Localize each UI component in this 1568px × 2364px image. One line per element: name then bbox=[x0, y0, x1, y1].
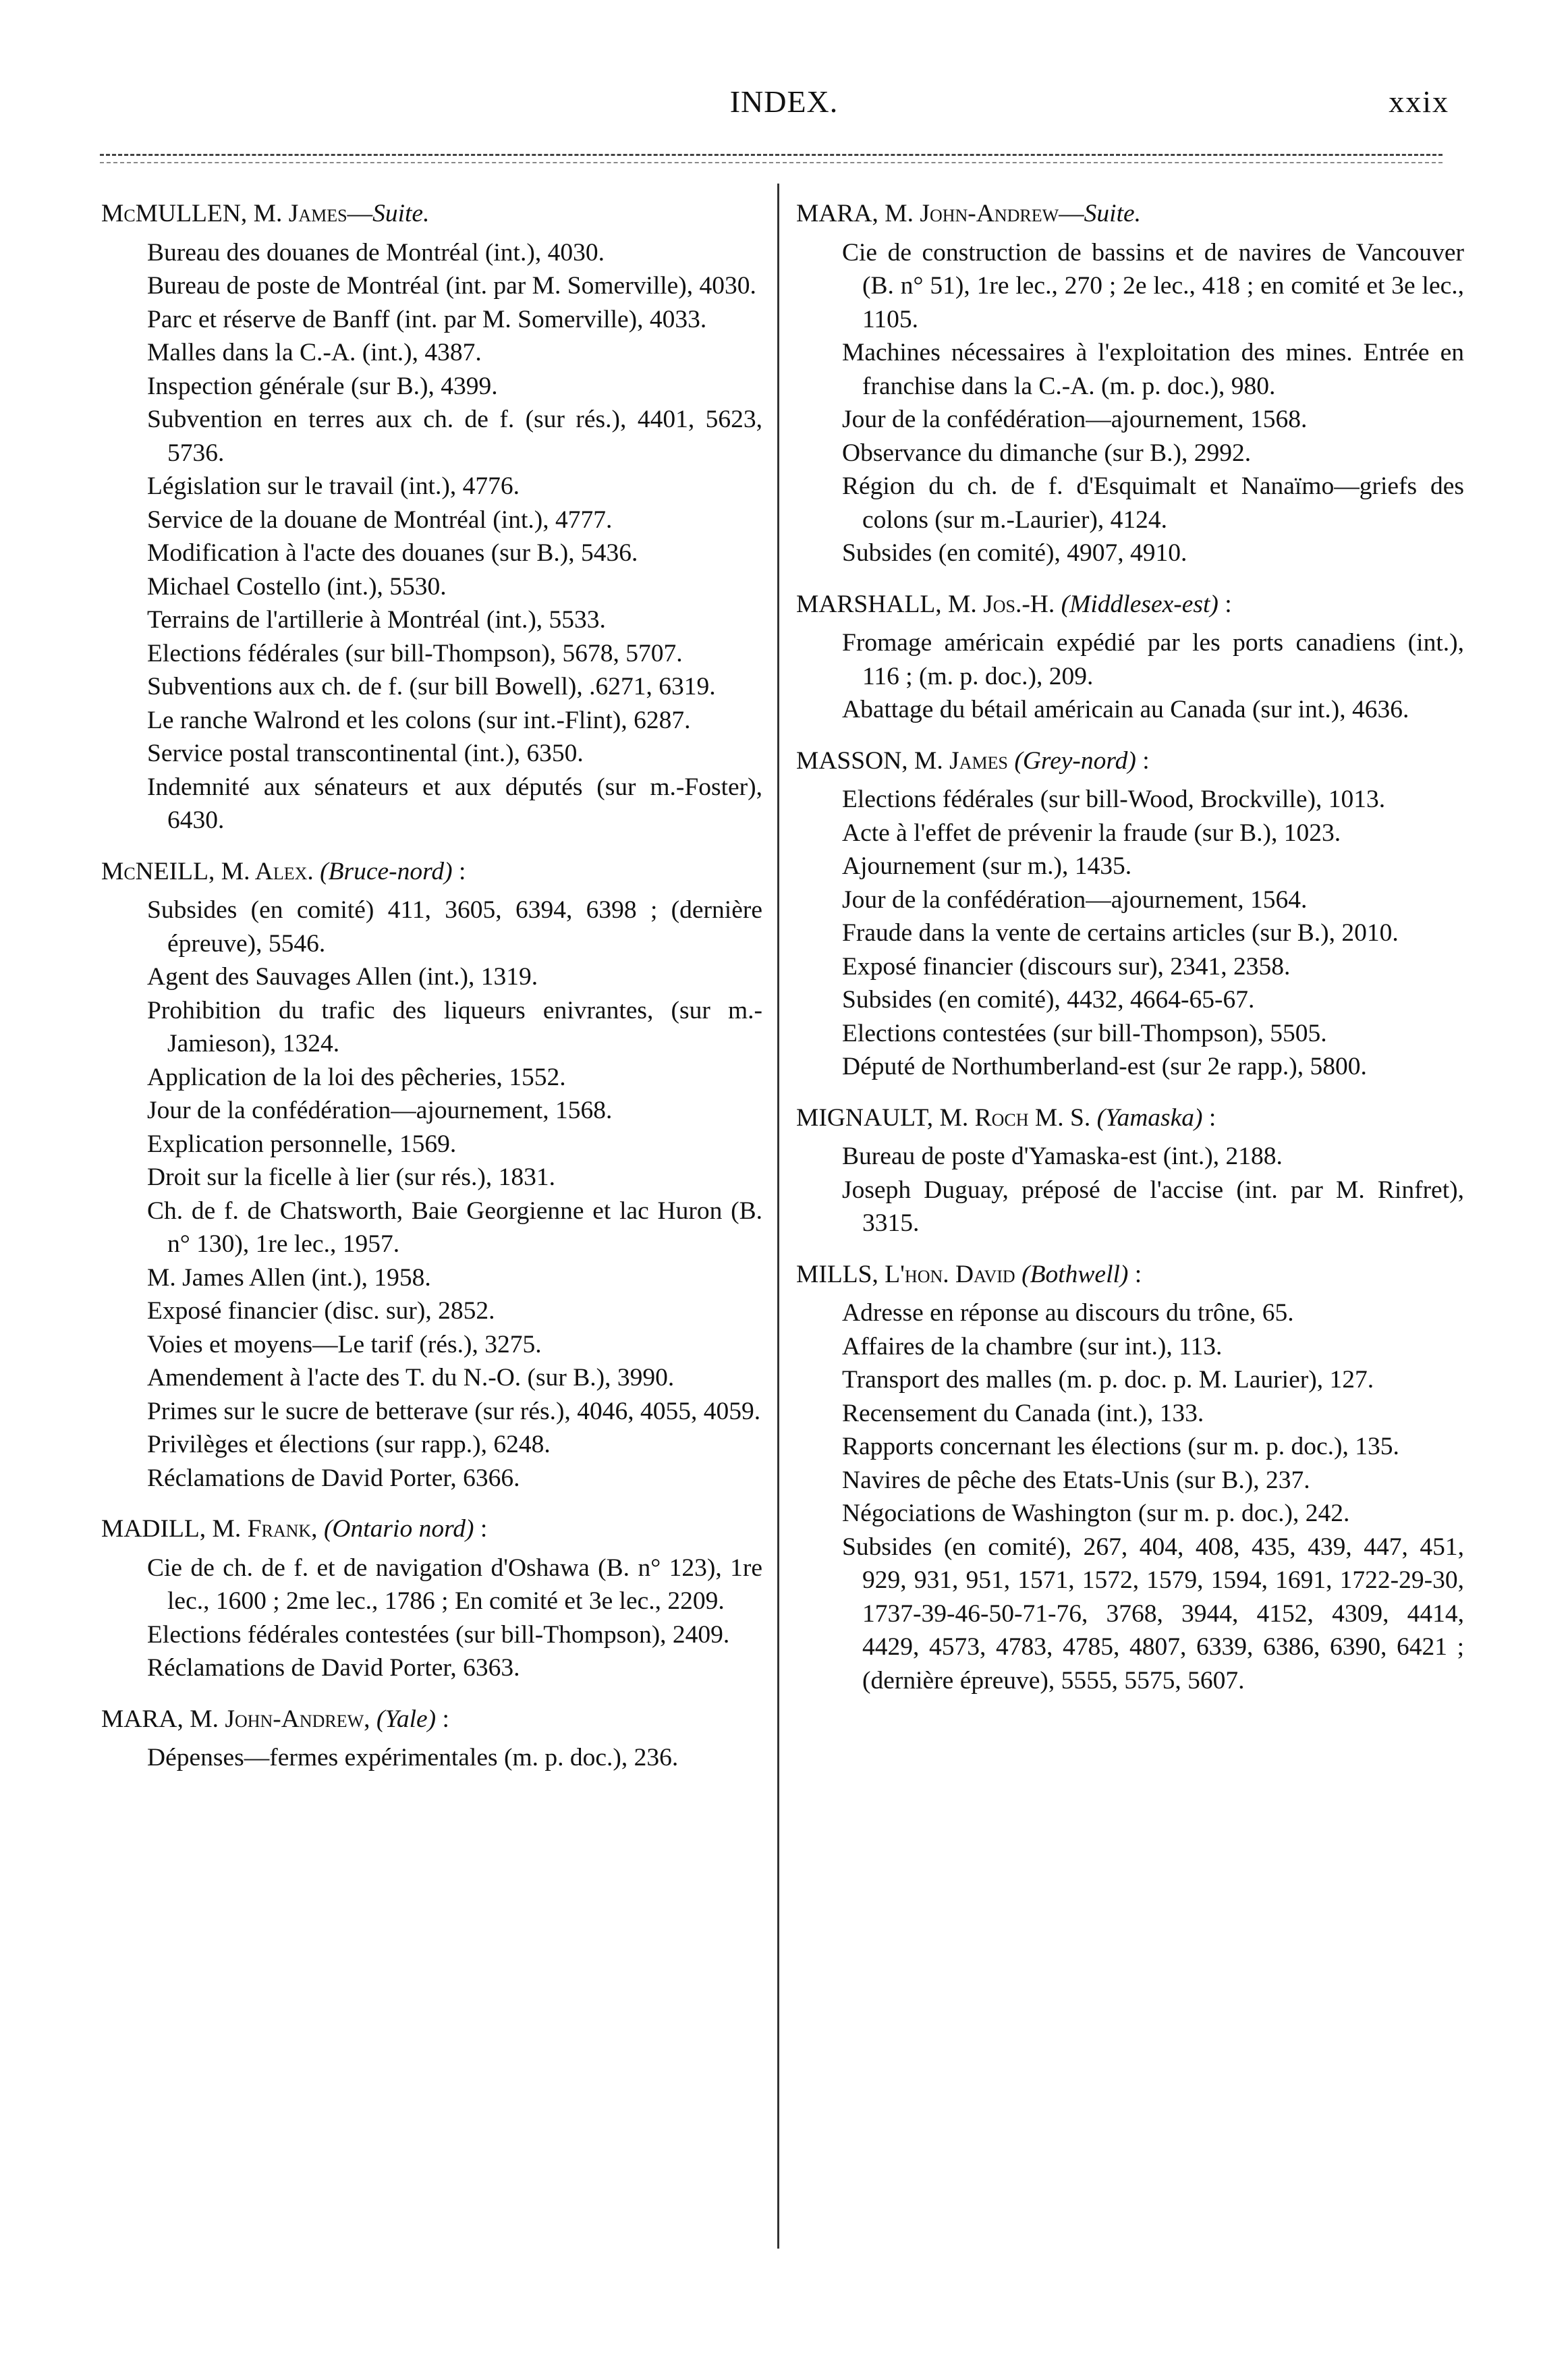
member-riding: Suite. bbox=[1084, 200, 1142, 227]
index-entry bbox=[796, 1101, 1464, 1240]
index-item: Jour de la confédération—ajournement, 1568. bbox=[842, 406, 1308, 433]
index-item: Subvention en terres aux ch. de f. (sur rés.), 4401, 5623, 5736. bbox=[147, 406, 762, 467]
index-item: Elections fédérales contestées (sur bill-Thompson), 2409. bbox=[147, 1620, 730, 1649]
member-riding: Suite. bbox=[372, 200, 430, 227]
index-item: Le ranche Walrond et les colons (sur int.-Flint), 6287. bbox=[147, 706, 691, 734]
member-riding: (Bothwell) bbox=[1021, 1260, 1129, 1288]
entry-heading bbox=[796, 197, 1464, 231]
member-name: MADILL, M. Frank, bbox=[101, 1515, 324, 1543]
index-item: Réclamations de David Porter, 6366. bbox=[147, 1464, 520, 1492]
index-item: Bureau de poste d'Yamaska-est (int.), 2188. bbox=[842, 1143, 1283, 1170]
member-riding: (Bruce-nord) bbox=[320, 857, 453, 885]
member-name: MASSON, M. James bbox=[796, 746, 1015, 775]
index-entry bbox=[796, 1258, 1464, 1698]
index-item: Elections fédérales (sur bill-Wood, Brockville), 1013. bbox=[842, 786, 1386, 813]
index-column-right bbox=[796, 197, 1464, 1715]
index-item: Législation sur le travail (int.), 4776. bbox=[147, 472, 520, 500]
member-name: MIGNAULT, M. Roch M. S. bbox=[796, 1103, 1097, 1132]
index-item: Navires de pêche des Etats-Unis (sur B.), 237. bbox=[842, 1466, 1310, 1494]
entry-heading bbox=[101, 1512, 762, 1546]
member-name: McNEILL, M. Alex. bbox=[101, 857, 320, 885]
member-riding: (Yale) bbox=[376, 1705, 437, 1733]
index-item: Acte à l'effet de prévenir la fraude (sur B.), 1023. bbox=[842, 819, 1341, 847]
member-riding: (Middlesex-est) bbox=[1061, 590, 1219, 618]
index-item: Négociations de Washington (sur m. p. doc.), 242. bbox=[842, 1500, 1350, 1527]
header-rule-secondary bbox=[100, 162, 1443, 163]
entry-heading bbox=[796, 1101, 1464, 1135]
index-item: Ajournement (sur m.), 1435. bbox=[842, 852, 1132, 880]
index-entry bbox=[796, 197, 1464, 570]
index-item: Région du ch. de f. d'Esquimalt et Nanaïmo—griefs des colons (sur m.-Laurier), 4124. bbox=[842, 472, 1464, 534]
member-name: MARA, M. John-Andrew, bbox=[101, 1705, 376, 1733]
index-entry bbox=[101, 197, 762, 837]
index-item: Droit sur la ficelle à lier (sur rés.), 1831. bbox=[147, 1163, 555, 1191]
member-riding: (Ontario nord) bbox=[323, 1515, 474, 1543]
index-item: Cie de construction de bassins et de navires de Vancouver (B. n° 51), 1re lec., 270 ; 2e lec., 418 ; en comité et 3e lec., 1105. bbox=[842, 238, 1464, 333]
index-item: Observance du dimanche (sur B.), 2992. bbox=[842, 439, 1252, 467]
entry-heading bbox=[796, 1258, 1464, 1292]
index-item: Cie de ch. de f. et de navigation d'Oshawa (B. n° 123), 1re lec., 1600 ; 2me lec., 1786 ; En comité et 3e lec., 2209. bbox=[147, 1554, 762, 1615]
index-entry bbox=[101, 1703, 762, 1775]
index-item: Modification à l'acte des douanes (sur B.), 5436. bbox=[147, 539, 638, 567]
index-item: Adresse en réponse au discours du trône, 65. bbox=[842, 1299, 1294, 1327]
index-item: Agent des Sauvages Allen (int.), 1319. bbox=[147, 963, 538, 991]
index-item: Service postal transcontinental (int.), 6350. bbox=[147, 740, 584, 767]
index-item: Parc et réserve de Banff (int. par M. Somerville), 4033. bbox=[147, 305, 707, 333]
index-entry bbox=[101, 855, 762, 1495]
index-item: Inspection générale (sur B.), 4399. bbox=[147, 372, 498, 400]
index-item: Député de Northumberland-est (sur 2e rapp.), 5800. bbox=[842, 1053, 1367, 1080]
heading-suffix: : bbox=[1136, 746, 1150, 775]
index-item: Subsides (en comité), 4432, 4664-65-67. bbox=[842, 986, 1255, 1014]
entry-heading bbox=[101, 855, 762, 889]
index-item: Michael Costello (int.), 5530. bbox=[147, 572, 447, 601]
heading-suffix: : bbox=[1218, 590, 1232, 618]
index-item: Prohibition du trafic des liqueurs enivrantes, (sur m.-Jamieson), 1324. bbox=[147, 996, 762, 1057]
page-number: xxix bbox=[1389, 84, 1449, 119]
index-item: Subsides (en comité), 267, 404, 408, 435, 439, 447, 451, 929, 931, 951, 1571, 1572, 1579, 1594, 1691, 1722-29-30, 1737-39-46-50-71-76, 3768, 3944, 4152, 4309, 4414, 4429, 4573, 4783, 4785, 4807, 6339, 6386, 6390, 6421 ; (dernière épreuve), 5555, 5575, 5607. bbox=[842, 1533, 1464, 1695]
heading-suffix: : bbox=[474, 1515, 488, 1543]
entry-heading bbox=[796, 588, 1464, 622]
index-entry bbox=[796, 588, 1464, 727]
index-item: Rapports concernant les élections (sur m. p. doc.), 135. bbox=[842, 1433, 1399, 1460]
index-item: Malles dans la C.-A. (int.), 4387. bbox=[147, 339, 482, 366]
index-item: Primes sur le sucre de betterave (sur rés.), 4046, 4055, 4059. bbox=[147, 1397, 761, 1425]
index-item: Elections contestées (sur bill-Thompson), 5505. bbox=[842, 1019, 1327, 1047]
index-item: M. James Allen (int.), 1958. bbox=[147, 1263, 431, 1292]
index-item: Privilèges et élections (sur rapp.), 6248. bbox=[147, 1431, 551, 1458]
index-item: Subventions aux ch. de f. (sur bill Bowell), .6271, 6319. bbox=[147, 673, 716, 700]
heading-suffix: : bbox=[1202, 1103, 1216, 1132]
index-item: Joseph Duguay, préposé de l'accise (int. par M. Rinfret), 3315. bbox=[842, 1176, 1464, 1237]
index-entry bbox=[101, 1512, 762, 1685]
index-item: Elections fédérales (sur bill-Thompson), 5678, 5707. bbox=[147, 639, 683, 667]
entry-heading bbox=[796, 744, 1464, 778]
heading-suffix: : bbox=[436, 1705, 449, 1733]
index-item: Fromage américain expédié par les ports canadiens (int.), 116 ; (m. p. doc.), 209. bbox=[842, 629, 1464, 690]
index-item: Application de la loi des pêcheries, 1552. bbox=[147, 1063, 566, 1091]
member-riding: (Yamaska) bbox=[1096, 1103, 1203, 1132]
heading-suffix: : bbox=[1128, 1260, 1142, 1288]
index-item: Jour de la confédération—ajournement, 1564. bbox=[842, 885, 1308, 914]
index-item: Indemnité aux sénateurs et aux députés (sur m.-Foster), 6430. bbox=[147, 773, 762, 834]
index-item: Machines nécessaires à l'exploitation des mines. Entrée en franchise dans la C.-A. (m. p. doc.), 980. bbox=[842, 339, 1464, 400]
index-column-left bbox=[101, 197, 762, 1792]
index-entry bbox=[796, 744, 1464, 1084]
index-item: Voies et moyens—Le tarif (rés.), 3275. bbox=[147, 1330, 542, 1358]
index-item: Terrains de l'artillerie à Montréal (int.), 5533. bbox=[147, 606, 606, 634]
page-title: INDEX. bbox=[729, 84, 839, 119]
heading-suffix: : bbox=[452, 857, 466, 885]
index-item: Affaires de la chambre (sur int.), 113. bbox=[842, 1332, 1223, 1360]
index-item: Bureau de poste de Montréal (int. par M. Somerville), 4030. bbox=[147, 272, 756, 300]
index-item: Abattage du bétail américain au Canada (sur int.), 4636. bbox=[842, 696, 1409, 723]
index-item: Service de la douane de Montréal (int.), 4777. bbox=[147, 505, 613, 534]
index-item: Exposé financier (discours sur), 2341, 2358. bbox=[842, 952, 1291, 981]
index-item: Amendement à l'acte des T. du N.-O. (sur B.), 3990. bbox=[147, 1364, 675, 1392]
entry-heading bbox=[101, 1703, 762, 1736]
index-item: Bureau des douanes de Montréal (int.), 4030. bbox=[147, 238, 605, 267]
member-name: MARA, M. John-Andrew— bbox=[796, 200, 1084, 227]
member-name: MARSHALL, M. Jos.-H. bbox=[796, 590, 1061, 618]
header-rule bbox=[100, 154, 1443, 156]
index-item: Fraude dans la vente de certains articles (sur B.), 2010. bbox=[842, 919, 1399, 947]
index-item: Jour de la confédération—ajournement, 1568. bbox=[147, 1097, 613, 1124]
index-item: Explication personnelle, 1569. bbox=[147, 1130, 457, 1158]
index-item: Subsides (en comité), 4907, 4910. bbox=[842, 539, 1187, 567]
member-name: MILLS, L'hon. David bbox=[796, 1260, 1022, 1288]
member-riding: (Grey-nord) bbox=[1014, 746, 1136, 775]
index-item: Réclamations de David Porter, 6363. bbox=[147, 1654, 520, 1682]
column-divider bbox=[777, 184, 779, 2249]
index-item: Recensement du Canada (int.), 133. bbox=[842, 1399, 1204, 1427]
index-item: Ch. de f. de Chatsworth, Baie Georgienne et lac Huron (B. n° 130), 1re lec., 1957. bbox=[147, 1197, 762, 1258]
index-item: Exposé financier (disc. sur), 2852. bbox=[147, 1297, 495, 1325]
entry-heading bbox=[101, 197, 762, 231]
index-item: Transport des malles (m. p. doc. p. M. Laurier), 127. bbox=[842, 1366, 1374, 1394]
index-item: Subsides (en comité) 411, 3605, 6394, 6398 ; (dernière épreuve), 5546. bbox=[147, 896, 762, 958]
index-item: Dépenses—fermes expérimentales (m. p. doc.), 236. bbox=[147, 1744, 679, 1771]
member-name: McMULLEN, M. James— bbox=[101, 200, 373, 227]
